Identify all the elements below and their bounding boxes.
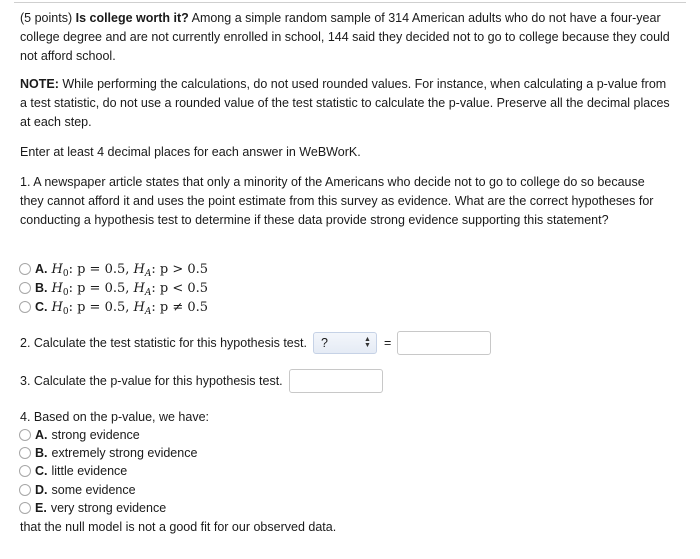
q1-option-b[interactable] — [19, 279, 208, 297]
select-arrows-icon: ▲ ▼ — [364, 336, 371, 349]
q1-option-b-hypotheses: $H_0$: p = 0.5, $H_A$: p < 0.5 — [51, 280, 209, 298]
q4-option-c-letter: C. — [35, 464, 48, 478]
q1-option-a-letter: A. — [35, 262, 48, 276]
note-label: NOTE: — [20, 77, 59, 91]
q4-option-e-radio[interactable] — [19, 502, 31, 514]
q1-option-c-hypotheses: $H_0$: p = 0.5, $H_A$: p ≠ 0.5 — [51, 299, 209, 317]
question-2-text: 2. Calculate the test statistic for this hypothesis test. — [20, 336, 307, 350]
q1-option-c[interactable] — [19, 298, 208, 316]
top-divider — [14, 2, 686, 3]
q4-option-b-label: extremely strong evidence — [51, 446, 198, 460]
statistic-type-value: ? — [320, 336, 328, 350]
q4-option-c[interactable] — [19, 462, 127, 480]
q4-option-d-letter: D. — [35, 483, 48, 497]
question-2-row — [20, 330, 491, 356]
q1-option-a-radio[interactable] — [19, 263, 31, 275]
q1-option-c-letter: C. — [35, 300, 48, 314]
q4-option-d-label: some evidence — [51, 483, 136, 497]
q4-option-b[interactable] — [19, 444, 197, 462]
question-4-text: 4. Based on the p-value, we have: — [20, 410, 210, 424]
q4-option-b-radio[interactable] — [19, 447, 31, 459]
p-value-input[interactable] — [289, 369, 383, 393]
question-3-text: 3. Calculate the p-value for this hypothesis test. — [20, 374, 283, 388]
problem-intro — [20, 9, 670, 66]
q4-option-a[interactable] — [19, 426, 140, 444]
q1-option-c-radio[interactable] — [19, 301, 31, 313]
points-label: (5 points) — [20, 11, 73, 25]
question-4-footer: that the null model is not a good fit for our observed data. — [20, 520, 337, 534]
q4-option-d-radio[interactable] — [19, 484, 31, 496]
q4-option-b-letter: B. — [35, 446, 48, 460]
q1-option-a-hypotheses: $H_0$: p = 0.5, $H_A$: p > 0.5 — [51, 261, 209, 279]
equals-sign: = — [383, 336, 392, 350]
test-statistic-input[interactable] — [397, 331, 491, 355]
q1-option-b-radio[interactable] — [19, 282, 31, 294]
instruction-text: Enter at least 4 decimal places for each answer in WeBWorK. — [20, 145, 361, 159]
q4-option-c-label: little evidence — [51, 464, 128, 478]
q4-option-e-label: very strong evidence — [50, 501, 167, 515]
statistic-type-select[interactable] — [313, 332, 377, 354]
q4-option-a-label: strong evidence — [51, 428, 140, 442]
problem-text: Among a simple random sample of 314 American adults who do not have a four-year college degree and are not currently enrolled in school, 144 said they decided not to go to college because they could not afford school. — [20, 11, 670, 63]
q4-option-c-radio[interactable] — [19, 465, 31, 477]
note-paragraph — [20, 75, 670, 132]
note-text: While performing the calculations, do not used rounded values. For instance, when calculating a p-value from a test statistic, do not use a rounded value of the test statistic to calculate the p-value. Preserve all the decimal places at each step. — [20, 77, 670, 129]
q1-option-b-letter: B. — [35, 281, 48, 295]
question-3-row — [20, 368, 383, 394]
q4-option-e-letter: E. — [35, 501, 47, 515]
problem-title: Is college worth it? — [75, 11, 189, 25]
q4-option-e[interactable] — [19, 499, 166, 517]
q1-option-a[interactable] — [19, 260, 208, 278]
q4-option-a-radio[interactable] — [19, 429, 31, 441]
q4-option-a-letter: A. — [35, 428, 48, 442]
q4-option-d[interactable] — [19, 481, 136, 499]
question-1-text: 1. A newspaper article states that only a minority of the Americans who decide not to go to college do so because they cannot afford it and uses the point estimate from this survey as evidence. What are the correct hypotheses for conducting a hypothesis test to determine if these data provide strong evidence supporting this statement? — [20, 175, 654, 227]
